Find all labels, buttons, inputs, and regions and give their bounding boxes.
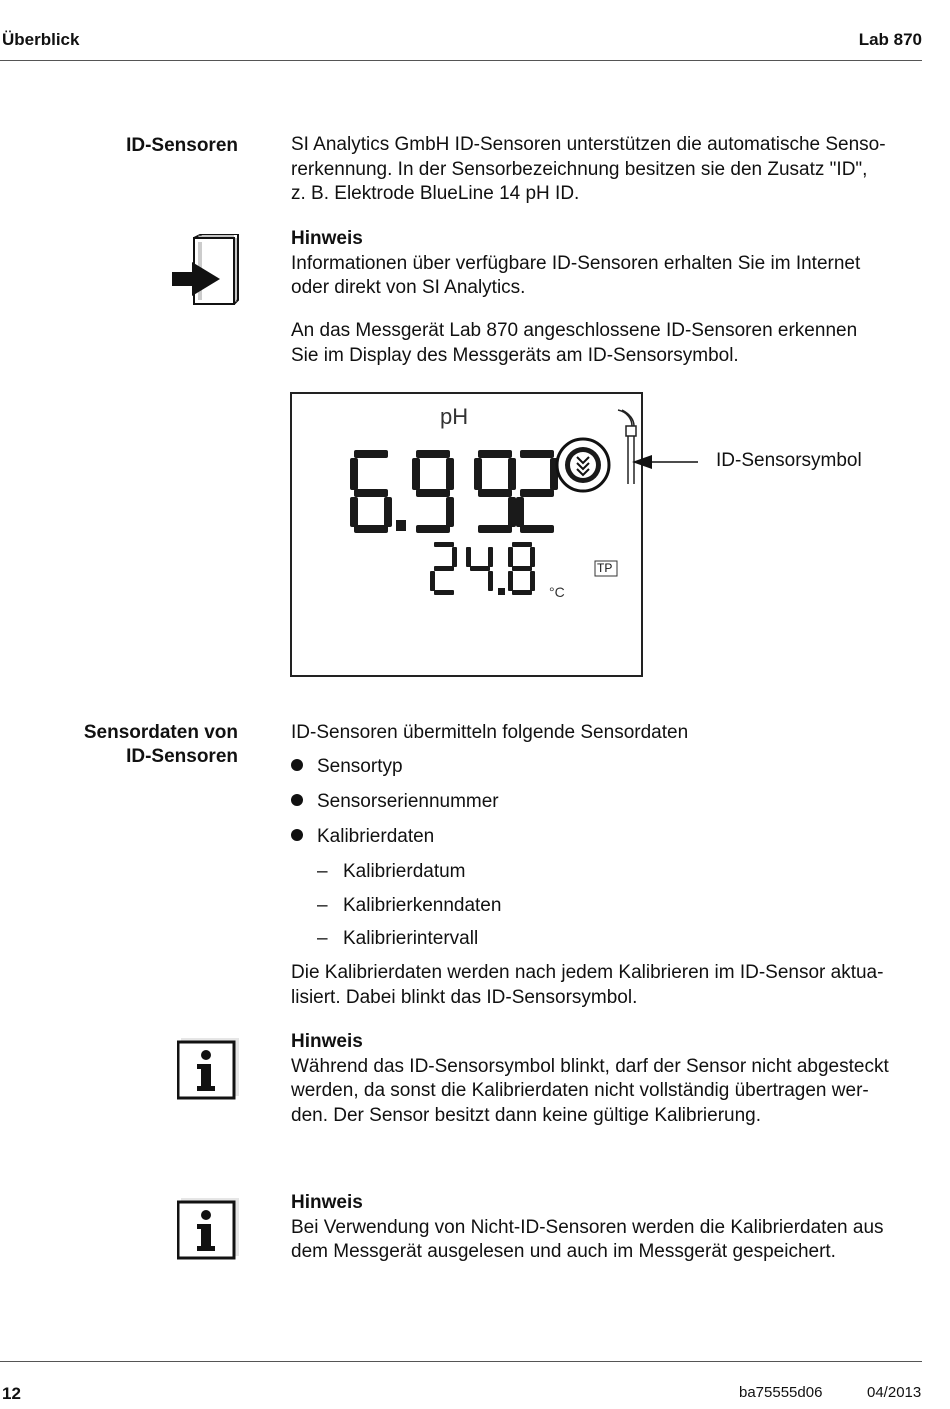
- note-2: [291, 1030, 923, 1128]
- meter-display: [290, 392, 643, 677]
- footer-rule: [0, 1361, 922, 1362]
- text-line: Die Kalibrierdaten werden nach jedem Kalibrieren im ID-Sensor aktua-: [291, 962, 884, 983]
- list-item: [291, 755, 403, 779]
- main-value-digits: [350, 450, 558, 533]
- side-label-line: ID-Sensoren: [126, 746, 238, 767]
- list-item: [291, 790, 499, 814]
- text-line: den. Der Sensor besitzt dann keine gültige Kalibrierung.: [291, 1104, 762, 1126]
- dash-marker: –: [317, 928, 328, 949]
- id-sensor-symbol: [557, 439, 609, 491]
- dash-marker: –: [317, 895, 328, 916]
- note-title: Hinweis: [291, 1031, 363, 1052]
- list-item-text: Sensortyp: [317, 756, 403, 777]
- lcd-digits: [292, 394, 641, 675]
- side-label-id-sensoren: ID-Sensoren: [126, 135, 238, 156]
- note-title: Hinweis: [291, 1192, 363, 1213]
- text-line: Bei Verwendung von Nicht-ID-Sensoren werden die Kalibrierdaten aus: [291, 1216, 884, 1238]
- text-line: rerkennung. In der Sensorbezeichnung besitzen sie den Zusatz "ID",: [291, 158, 868, 180]
- note-3: [291, 1191, 923, 1265]
- text-line: Informationen über verfügbare ID-Sensoren erhalten Sie im Internet: [291, 252, 861, 274]
- header-right: Lab 870: [858, 30, 922, 49]
- bullet-dot: [291, 794, 303, 806]
- calibration-paragraph: [291, 961, 923, 1010]
- list-item-text: Kalibrierdaten: [317, 826, 435, 847]
- info-icon: [177, 1038, 239, 1100]
- sub-item-text: Kalibrierkenndaten: [343, 895, 502, 916]
- info-icon: [177, 1198, 239, 1260]
- text-line: z. B. Elektrode BlueLine 14 pH ID.: [291, 183, 580, 204]
- text-line: oder direkt von SI Analytics.: [291, 277, 526, 298]
- text-line: An das Messgerät Lab 870 angeschlossene ID-Sensoren erkennen: [291, 320, 858, 341]
- sub-list-item: [317, 927, 478, 951]
- sub-item-text: Kalibrierdatum: [343, 861, 466, 882]
- note-title: Hinweis: [291, 228, 363, 249]
- book-arrow-icon: [168, 234, 240, 310]
- sub-list-item: [317, 860, 466, 884]
- tp-indicator: TP: [597, 561, 613, 575]
- text-line: Während das ID-Sensorsymbol blinkt, darf der Sensor nicht abgesteckt: [291, 1055, 889, 1077]
- side-label-line: Sensordaten von: [83, 722, 238, 743]
- display-intro-paragraph: [291, 319, 923, 368]
- sensordata-intro: ID-Sensoren übermitteln folgende Sensordaten: [291, 722, 689, 743]
- text-line: lisiert. Dabei blinkt das ID-Sensorsymbol.: [291, 986, 638, 1008]
- list-item: [291, 825, 434, 849]
- electrode-icon: [618, 410, 636, 484]
- list-item-text: Sensorseriennummer: [317, 791, 499, 812]
- text-line: dem Messgerät ausgelesen und auch im Messgerät gespeichert.: [291, 1241, 836, 1262]
- doc-date: 04/2013: [867, 1384, 922, 1401]
- temp-unit: °C: [549, 584, 565, 600]
- intro-paragraph: [291, 133, 923, 207]
- temp-value-digits: [430, 542, 535, 595]
- callout-arrow-icon: [630, 452, 710, 472]
- header-rule: [0, 60, 922, 61]
- page-number: 12: [2, 1384, 21, 1403]
- note-1: [291, 227, 923, 301]
- dash-marker: –: [317, 861, 328, 882]
- ph-label: pH: [440, 404, 469, 429]
- doc-id: ba75555d06: [739, 1384, 823, 1401]
- text-line: SI Analytics GmbH ID-Sensoren unterstützen die automatische Senso-: [291, 134, 886, 155]
- sub-item-text: Kalibrierintervall: [343, 928, 479, 949]
- bullet-dot: [291, 829, 303, 841]
- text-line: Sie im Display des Messgeräts am ID-Sensorsymbol.: [291, 344, 739, 366]
- header-left: Überblick: [2, 30, 80, 49]
- callout-label: ID-Sensorsymbol: [716, 450, 862, 471]
- text-line: werden, da sonst die Kalibrierdaten nicht vollständig übertragen wer-: [291, 1080, 869, 1101]
- side-label-sensordaten: [84, 721, 238, 769]
- sub-list-item: [317, 894, 501, 918]
- bullet-dot: [291, 759, 303, 771]
